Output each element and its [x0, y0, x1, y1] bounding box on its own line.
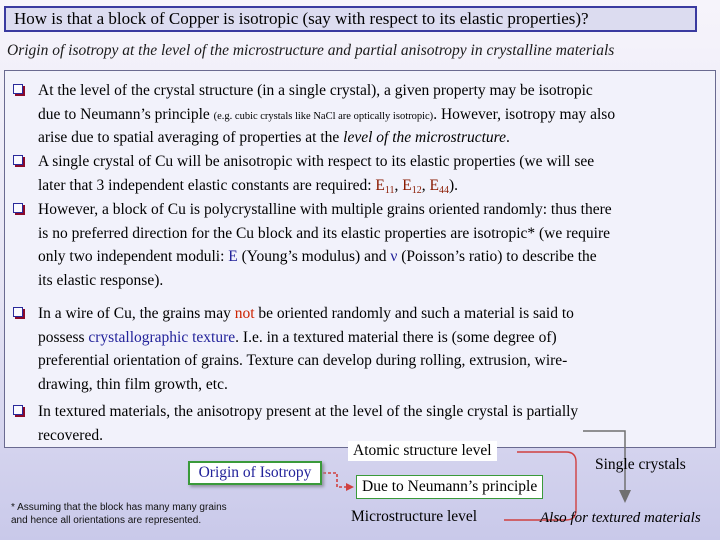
- bullet-marker-icon: [13, 307, 23, 317]
- origin-of-isotropy-box: Origin of Isotropy: [188, 461, 322, 485]
- content-box: At the level of the crystal structure (in a single crystal), a given property may be isotropic due to Neumann’s principle (e.g. cubic crystals like NaCl are optically isotropic). However, isotropy may also arise due to spatial averaging of properties at the level of the microstructure. A single crystal of Cu will be anisotropic with respect to its elastic properties (we will see later that 3 independent elastic constants are required: $E_{11}$, $E_{12}$, $E_{44}$). However, a block of Cu is polycrystalline with multiple grains oriented randomly: thus there is no preferred direction for the Cu block and its elastic properties are isotropic* (we require only two independent moduli: E (Young’s modulus) and ν (Poisson’s ratio) to describe the its elastic response). In a wire of Cu, the grains may not be oriented randomly and such a material is said to possess crystallographic texture. I.e. in a textured material there is (some degree of) preferential orientation of grains. Texture can develop during rolling, extrusion, wire- drawing, thin film growth, etc. In textured materials, the anisotropy present at the level of the single crystal is partially recovered.: [4, 70, 716, 448]
- footnote: [11, 501, 227, 527]
- poissons-ratio-symbol: ν: [390, 248, 398, 265]
- arrowhead-icon: [346, 483, 354, 491]
- bullet-1-line-1: At the level of the crystal structure (in a single crystal), a given property may be isotropic: [38, 82, 593, 99]
- bullet-marker-icon: [13, 203, 23, 213]
- bullet-3-line-2: is no preferred direction for the Cu block and its elastic properties are isotropic* (we require: [38, 224, 611, 242]
- bullet-4-line-3: preferential orientation of grains. Texture can develop during rolling, extrusion, wire-: [38, 352, 568, 369]
- origin-to-neumann-arrow: [323, 473, 346, 487]
- neumann-principle-box: Due to Neumann’s principle: [356, 475, 543, 499]
- footnote-line-1: * Assuming that the block has many many grains: [11, 502, 227, 513]
- textured-materials-label: Also for textured materials: [540, 510, 701, 526]
- bullet-5-line-1: In textured materials, the anisotropy present at the level of the single crystal is partially: [38, 403, 579, 420]
- bullet-marker-icon: [13, 84, 23, 94]
- bullet-1-line-2: due to Neumann’s principle: [38, 105, 214, 123]
- microstructure-level-label: Microstructure level: [351, 508, 478, 525]
- bullet-4-line-2: possess: [38, 328, 89, 346]
- bullet-3-line-1: However, a block of Cu is polycrystalline with multiple grains oriented randomly: thus there: [38, 201, 612, 218]
- slide-subtitle: Origin of isotropy at the level of the microstructure and partial anisotropy in crystalline materials: [7, 42, 615, 59]
- bullet-1-note: (e.g. cubic crystals like NaCl are optically isotropic): [213, 110, 434, 122]
- crystallographic-texture-term: crystallographic texture: [88, 328, 236, 346]
- bullet-2-line-1: A single crystal of Cu will be anisotropic with respect to its elastic properties (we will see: [38, 153, 595, 170]
- elastic-constant-e44: $E_{44}$: [429, 176, 449, 196]
- bullet-5-line-2: recovered.: [38, 426, 103, 444]
- bullet-4-line-4: drawing, thin film growth, etc.: [38, 375, 228, 393]
- slide-title: How is that a block of Copper is isotropic (say with respect to its elastic properties)?: [4, 6, 697, 32]
- bullet-1-line-3: arise due to spatial averaging of properties at the: [38, 129, 344, 146]
- elastic-constant-e12: $E_{12}$: [402, 176, 422, 196]
- footnote-line-2: and hence all orientations are represented.: [11, 515, 202, 526]
- elastic-constant-e11: $E_{11}$: [375, 176, 395, 196]
- bullet-3-line-4: its elastic response).: [38, 271, 164, 289]
- bullet-2-line-2: later that 3 independent elastic constants are required:: [38, 176, 376, 194]
- bullet-marker-icon: [13, 155, 23, 165]
- emphasis-not: not: [234, 305, 255, 322]
- bullet-4-line-1: In a wire of Cu, the grains may: [38, 305, 235, 322]
- bullet-3-line-3: only two independent moduli:: [38, 248, 229, 265]
- arrowhead-down-icon: [619, 490, 631, 503]
- bullet-marker-icon: [13, 405, 23, 415]
- youngs-modulus-symbol: E: [228, 248, 238, 265]
- atomic-level-box: Atomic structure level: [348, 441, 497, 461]
- single-crystals-label: Single crystals: [595, 456, 686, 473]
